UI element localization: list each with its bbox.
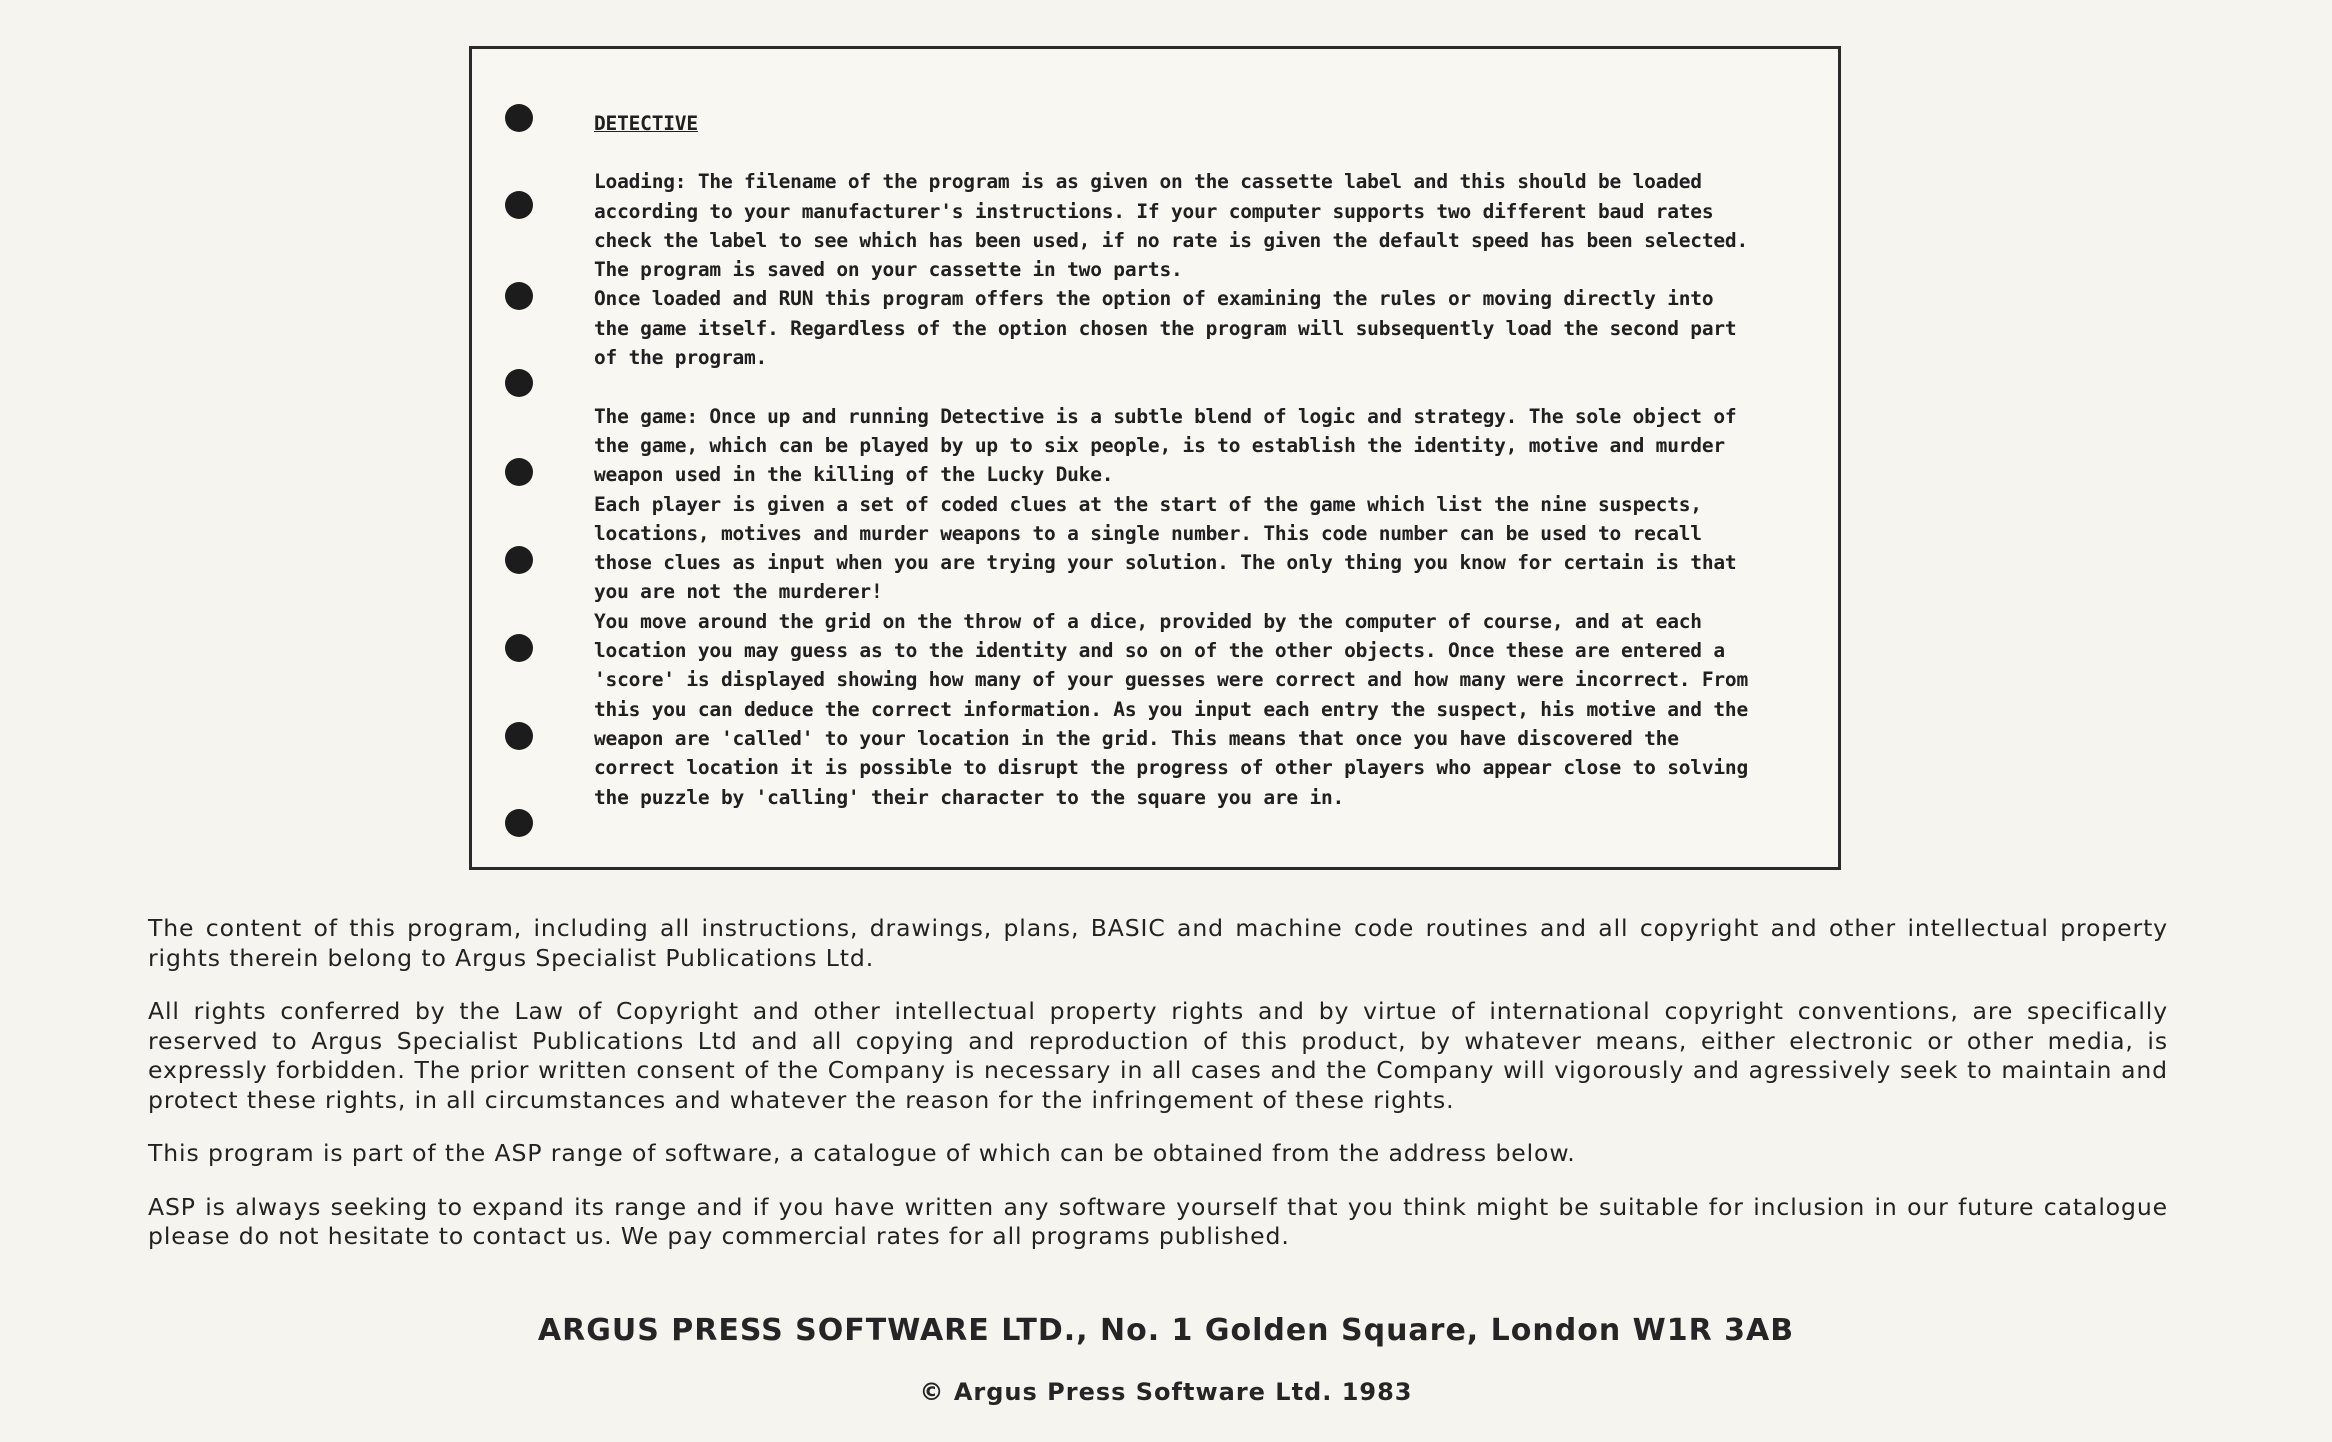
loading-line: the game itself. Regardless of the option chosen the program will subsequently load the second part [594,316,1737,340]
game-line: The game: Once up and running Detective is a subtle blend of logic and strategy. The sole object of [594,404,1737,428]
publisher-address: ARGUS PRESS SOFTWARE LTD., No. 1 Golden Square, London W1R 3AB [537,1313,1795,1348]
game-line: the game, which can be played by up to six people, is to establish the identity, motive and murder [594,433,1725,457]
game-line: 'score' is displayed showing how many of your guesses were correct and how many were incorrect. From [594,668,1748,692]
loading-line: of the program. [594,346,768,370]
loading-line: Once loaded and RUN this program offers the option of examining the rules or moving directly into [594,287,1714,311]
paragraph-gap [594,372,1774,401]
feed-hole [505,369,533,397]
feed-hole [505,104,533,132]
ownership-paragraph: The content of this program, including all instructions, drawings, plans, BASIC and machine code routines and all copyright and other intellectual property rights therein belong to Argus Specialist Publications Ltd. [148,914,2168,972]
loading-line: check the label to see which has been used, if no rate is given the default speed has been selected. [594,228,1748,252]
game-line: this you can deduce the correct information. As you input each entry the suspect, his motive and the [594,697,1748,721]
game-line: correct location it is possible to disrupt the progress of other players who appear close to solving [594,756,1748,780]
game-line: weapon are 'called' to your location in the grid. This means that once you have discovered the [594,726,1679,750]
game-line: Each player is given a set of coded clues at the start of the game which list the nine suspects, [594,492,1702,516]
feed-hole [505,809,533,837]
loading-line: The program is saved on your cassette in two parts. [594,258,1183,282]
game-line: weapon used in the killing of the Lucky Duke. [594,463,1114,487]
game-line: You move around the grid on the throw of a dice, provided by the computer of course, and at each [594,609,1702,633]
feed-hole [505,634,533,662]
submission-paragraph: ASP is always seeking to expand its range and if you have written any software yourself that you think might be suitable for inclusion in our future catalogue please do not hesitate to contact us. We pay commercial rates for all programs published. [148,1192,2168,1250]
feed-hole [505,282,533,310]
game-line: those clues as input when you are trying your solution. The only thing you know for certain is that [594,551,1737,575]
legal-notice [148,914,2168,1276]
game-line: you are not the murderer! [594,580,883,604]
game-line: location you may guess as to the identity and so on of the other objects. Once these are entered a [594,639,1725,663]
rights-paragraph: All rights conferred by the Law of Copyright and other intellectual property rights and by virtue of international copyright conventions, are specifically reserved to Argus Specialist Publications Ltd and all copying and reproduction of this product, by whatever means, either electronic or other media, is expressly forbidden. The prior written consent of the Company is necessary in all cases and the Company will vigorously and agressively seek to maintain and protect these rights, in all circumstances and whatever the reason for the infringement of these rights. [148,997,2168,1114]
loading-line: Loading: The filename of the program is as given on the cassette label and this should be loaded [594,170,1702,194]
game-line: locations, motives and murder weapons to a single number. This code number can be used to recall [594,521,1702,545]
feed-hole [505,458,533,486]
copyright-line: © Argus Press Software Ltd. 1983 [919,1378,1413,1406]
loading-line: according to your manufacturer's instructions. If your computer supports two different baud rates [594,199,1714,223]
game-line: the puzzle by 'calling' their character to the square you are in. [594,785,1345,809]
printout-box [469,46,1841,870]
feed-hole [505,546,533,574]
printout-text [594,109,1774,812]
feed-hole [505,191,533,219]
catalogue-paragraph: This program is part of the ASP range of software, a catalogue of which can be obtained from the address below. [148,1139,1576,1167]
feed-hole [505,722,533,750]
printout-title: DETECTIVE [594,112,698,135]
